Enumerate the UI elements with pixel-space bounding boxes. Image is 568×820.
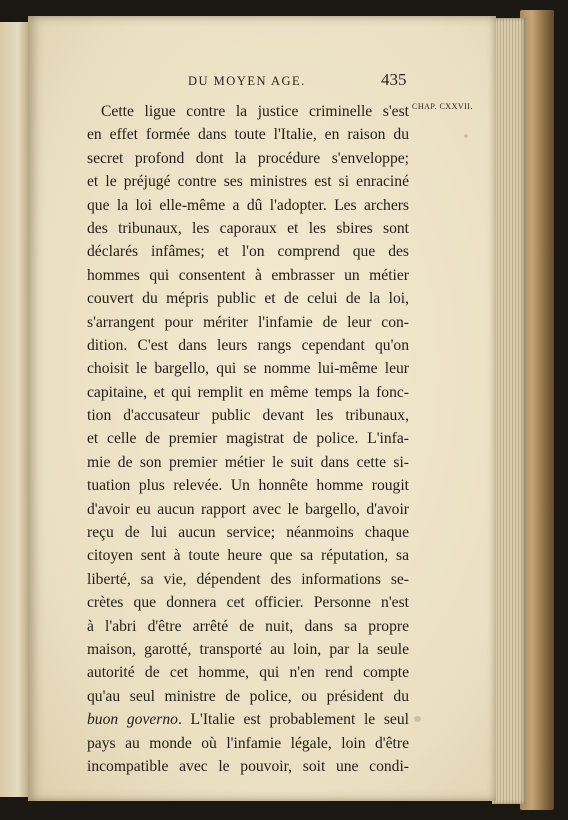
text-line: tion d'accusateur public devant les tribunaux,: [87, 407, 409, 425]
text-line: reçu de lui aucun service; néanmoins chaque: [87, 524, 409, 542]
foxing-spot: [464, 134, 468, 138]
text-line: crètes que donnera cet officier. Personne n'est: [87, 594, 409, 612]
text-line: et le préjugé contre ses ministres est si enraciné: [87, 173, 409, 191]
italic-phrase: buon governo: [87, 711, 178, 729]
text-line: s'arrangent pour mériter l'infamie de leur con-: [87, 313, 409, 331]
text-line-italic: [87, 708, 409, 731]
text-line: hommes qui consentent à embrasser un métier: [87, 266, 409, 284]
book-page: [28, 16, 496, 801]
text-line: déclarés infâmes; et l'on comprend que des: [87, 243, 409, 261]
text-line: dition. C'est dans leurs rangs cependant qu'on: [87, 336, 409, 354]
facing-page-edge: [0, 22, 31, 797]
text-line: liberté, sa vie, dépendent des informations se-: [87, 570, 409, 588]
foxing-spot: [414, 716, 421, 722]
text-line: Cette ligue contre la justice criminelle s'est: [101, 103, 409, 120]
text-line: que la loi elle-même a dû l'adopter. Les archers: [87, 196, 409, 214]
page-number: 435: [381, 70, 407, 89]
text-line: tuation plus relevée. Un honnête homme rougit: [87, 477, 409, 495]
text-line: maison, garotté, transporté au loin, par la seule: [87, 640, 409, 658]
text-line: qu'au seul ministre de police, ou président du: [87, 687, 409, 705]
text-line: autorité de cet homme, qui n'en rend compte: [87, 664, 409, 682]
text-line: des tribunaux, les caporaux et les sbires sont: [87, 219, 409, 237]
running-title: DU MOYEN AGE.: [188, 74, 306, 88]
text-line: mie de son premier métier le suit dans cette si-: [87, 453, 409, 471]
text-line: capitaine, et qui remplit en même temps la fonc-: [87, 383, 409, 401]
text-line: couvert du mépris public et de celui de la loi,: [87, 290, 409, 308]
text-line: pays au monde où l'infamie légale, loin d'être: [87, 734, 409, 752]
text-line: en effet formée dans toute l'Italie, en raison du: [87, 126, 409, 144]
page-edges: [492, 18, 526, 804]
text-line: à l'abri d'être arrêté de nuit, dans sa propre: [87, 617, 409, 635]
text-line: citoyen sent à toute heure que sa réputation, sa: [87, 547, 409, 565]
text-fragment: . L'Italie est probablement le seul: [177, 711, 409, 729]
text-line: et celle de premier magistrat de police. L'infa-: [87, 430, 409, 448]
text-line: choisit le bargello, qui se nomme lui-même leur: [87, 360, 409, 378]
body-text: [87, 100, 409, 778]
text-line: secret profond dont la procédure s'enveloppe;: [87, 149, 409, 167]
text-line: d'avoir eu aucun rapport avec le bargello, d'avoir: [87, 500, 409, 518]
text-line: incompatible avec le pouvoir, soit une condi-: [87, 757, 409, 775]
chapter-marker: CHAP. CXXVII.: [412, 102, 473, 111]
